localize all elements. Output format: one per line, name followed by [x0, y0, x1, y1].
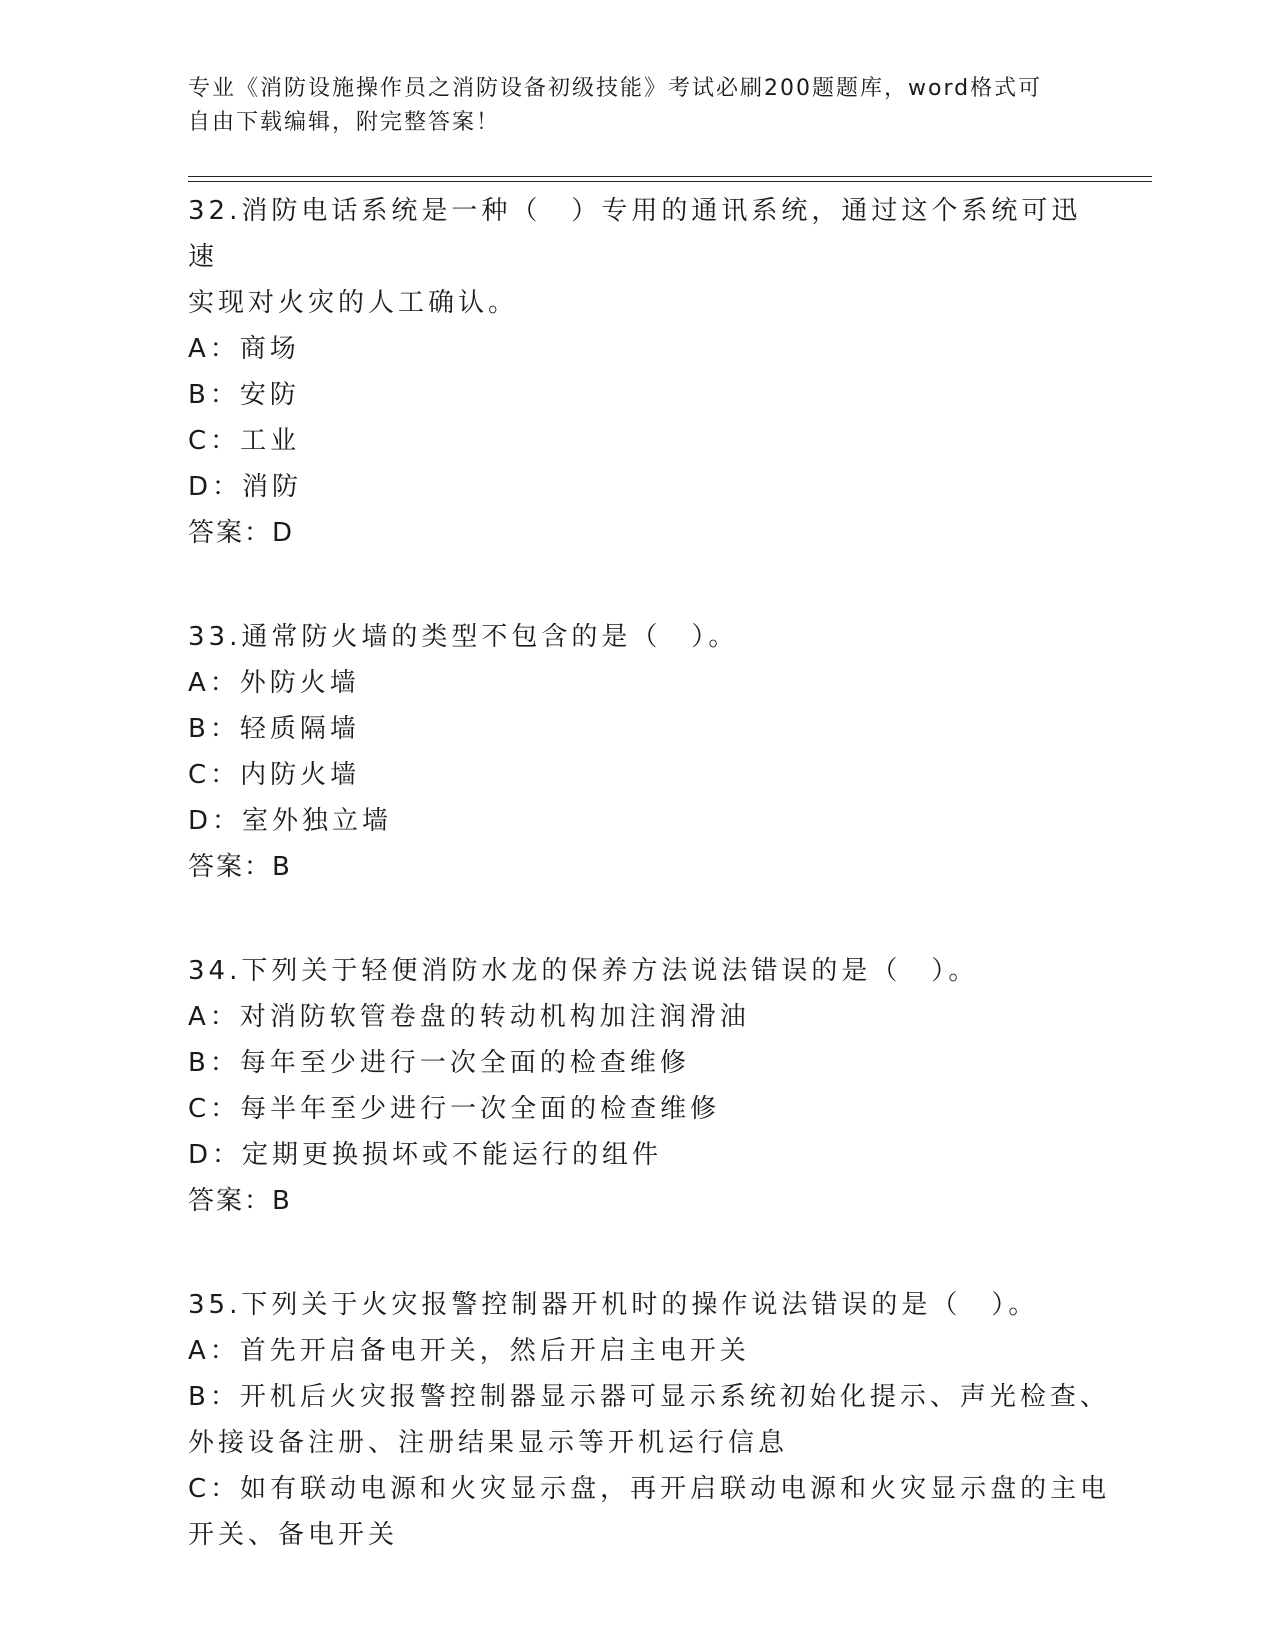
- answer-label: 答案：B: [188, 852, 292, 882]
- option-a: A：对消防软管卷盘的转动机构加注润滑油: [188, 1002, 750, 1032]
- option-c-continued: 开关、备电开关: [188, 1520, 399, 1550]
- question-list: [188, 188, 1111, 1558]
- header-line-2: 自由下载编辑，附完整答案！: [188, 110, 501, 135]
- header-line-1: 专业《消防设施操作员之消防设备初级技能》考试必刷200题题库，word格式可: [188, 76, 1043, 101]
- option-b-continued: 外接设备注册、注册结果显示等开机运行信息: [188, 1428, 789, 1458]
- option-b: B：开机后火灾报警控制器显示器可显示系统初始化提示、声光检查、: [188, 1382, 1110, 1412]
- option-d: D：消防: [188, 472, 303, 502]
- option-d: D：室外独立墙: [188, 806, 393, 836]
- header-divider-top: [188, 176, 1152, 177]
- option-a: A：商场: [188, 334, 300, 364]
- question-32: [188, 188, 1088, 556]
- option-c: C：每半年至少进行一次全面的检查维修: [188, 1094, 721, 1124]
- option-c: C：内防火墙: [188, 760, 361, 790]
- document-header: [188, 72, 1068, 140]
- question-34: [188, 948, 1088, 1224]
- answer-label: 答案：B: [188, 1186, 292, 1216]
- option-b: B：轻质隔墙: [188, 714, 360, 744]
- question-stem: 实现对火灾的人工确认。: [188, 288, 519, 318]
- question-stem: 35.下列关于火灾报警控制器开机时的操作说法错误的是（ ）。: [188, 1290, 1039, 1320]
- question-stem: 34.下列关于轻便消防水龙的保养方法说法错误的是（ ）。: [188, 956, 979, 986]
- answer-label: 答案：D: [188, 518, 295, 548]
- question-33: [188, 614, 1088, 890]
- option-c: C：如有联动电源和火灾显示盘，再开启联动电源和火灾显示盘的主电: [188, 1474, 1111, 1504]
- question-stem: 33.通常防火墙的类型不包含的是（ ）。: [188, 622, 739, 652]
- question-35: [188, 1282, 1111, 1558]
- option-a: A：外防火墙: [188, 668, 360, 698]
- question-stem: 32.消防电话系统是一种（ ）专用的通讯系统，通过这个系统可迅速: [188, 196, 1082, 272]
- option-a: A：首先开启备电开关，然后开启主电开关: [188, 1336, 750, 1366]
- option-d: D：定期更换损坏或不能运行的组件: [188, 1140, 663, 1170]
- option-c: C：工业: [188, 426, 301, 456]
- option-b: B：安防: [188, 380, 300, 410]
- option-b: B：每年至少进行一次全面的检查维修: [188, 1048, 690, 1078]
- header-divider-bottom: [188, 181, 1152, 182]
